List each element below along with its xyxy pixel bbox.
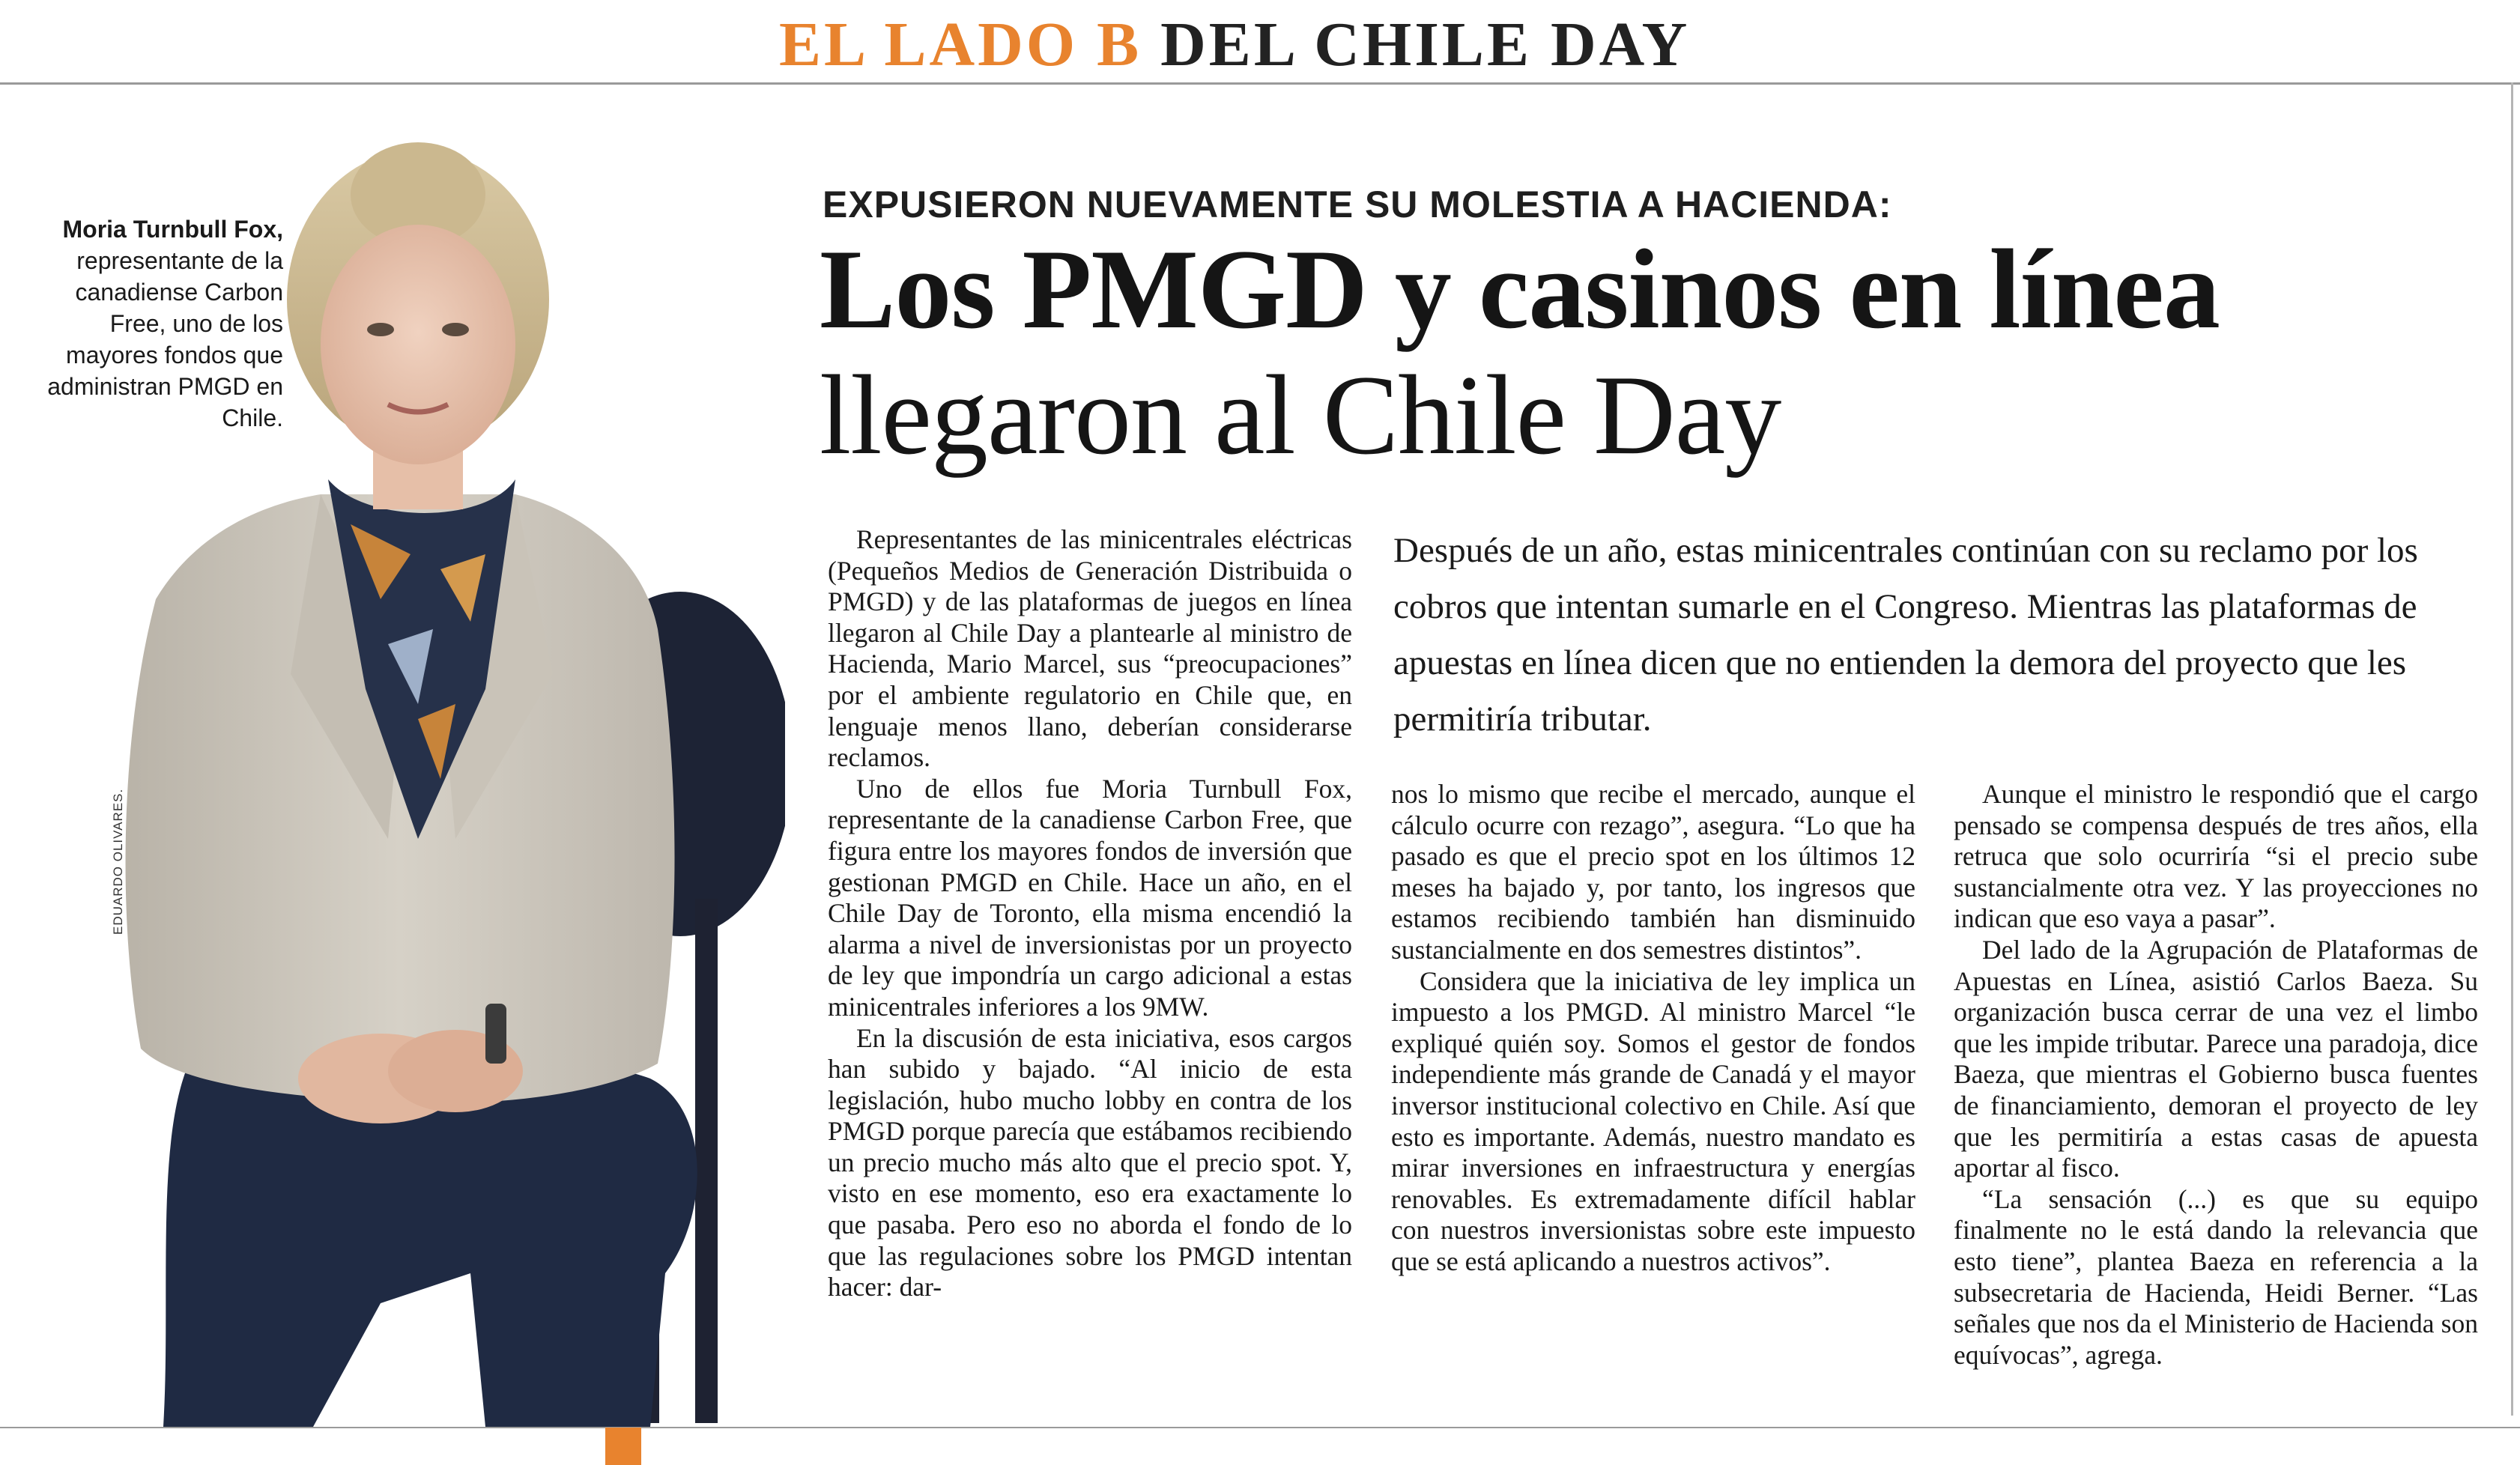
column-1-paragraph-1: Representantes de las minicentrales eléctricas (Pequeños Medios de Generación Distribuida o PMGD) y de las plataformas de juegos en línea llegaron al Chile Day a plantearle al ministro de Hacienda, Mario Marcel, sus “preocupaciones” por el ambiente regulatorio en Chile que, en lenguaje menos llano, deberían considerarse reclamos. — [828, 524, 1352, 773]
footer-rule — [0, 1427, 2520, 1428]
section-title-accent: EL LADO B — [779, 10, 1142, 79]
section-title — [779, 10, 1691, 79]
column-1-paragraph-2: Uno de ellos fue Moria Turnbull Fox, representante de la canadiense Carbon Free, que figura entre los mayores fondos de inversión que gestionan PMGD en Chile. Hace un año, en el Chile Day de Toronto, ella misma encendió la alarma a nivel de inversionistas por un proyecto de ley que impondría un cargo adicional a estas minicentrales inferiores a los 9MW. — [828, 773, 1352, 1022]
article-kicker: EXPUSIERON NUEVAMENTE SU MOLESTIA A HACIENDA: — [823, 183, 1892, 225]
footer-accent-tab — [605, 1428, 641, 1465]
section-title-rest: DEL CHILE DAY — [1160, 10, 1691, 79]
column-2-paragraph-2: Considera que la iniciativa de ley implica un impuesto a los PMGD. Al ministro Marcel “le expliqué quién soy. Somos el gestor de fondos independiente más grande de Canadá y el mayor inversor institucional colectivo en Chile. Así que esto es importante. Además, nuestro mandato es mirar inversiones en infraestructura y energías renovables. Es extremadamente difícil hablar con nuestros inversionistas sobre este impuesto que se está aplicando a nuestros activos”. — [1391, 965, 1915, 1276]
header-rule — [0, 82, 2520, 85]
section-header — [0, 0, 2520, 84]
article-lead — [1393, 523, 2476, 747]
article-column-2 — [1391, 779, 1915, 1278]
column-2-paragraph-1: nos lo mismo que recibe el mercado, aunque el cálculo ocurre con rezago”, asegura. “Lo que ha pasado es que el precio spot en los últimos 12 meses ha bajado y, por tanto, los ingresos que estamos recibiendo también han disminuido sustancialmente en dos semestres distintos”. — [1391, 779, 1915, 965]
headline-line-2: llegaron al Chile Day — [820, 352, 1781, 478]
photo-caption-name: Moria Turnbull Fox, — [62, 216, 283, 243]
column-1-paragraph-3: En la discusión de esta iniciativa, esos cargos han subido y bajado. “Al inicio de esta legislación, hubo mucho lobby en contra de los PMGD porque parecía que estábamos recibiendo un precio mucho más alto que el precio spot. Y, visto en ese momento, eso era exactamente lo que pasaba. Pero eso no aborda el fondo de lo que las regulaciones sobre los PMGD intentan hacer: dar- — [828, 1022, 1352, 1302]
article-column-3 — [1954, 779, 2478, 1371]
column-3-paragraph-1: Aunque el ministro le respondió que el cargo pensado se compensa después de tres años, ella retruca que solo ocurriría “si el precio sube sustancialmente otra vez. Y las proyecciones no indican que eso vaya a pasar”. — [1954, 779, 2478, 934]
column-3-paragraph-2: Del lado de la Agrupación de Plataformas de Apuestas en Línea, asistió Carlos Baeza. Su organización busca cerrar de una vez el limbo que les impide tributar. Parece una paradoja, dice Baeza, que mientras el Gobierno busca fuentes de financiamiento, demoran el proyecto de ley que les permitiría a estas casas de apuesta aportar al fisco. — [1954, 934, 2478, 1183]
photo-credit: EDUARDO OLIVARES. — [111, 788, 125, 935]
right-edge-rule — [2511, 82, 2513, 1416]
column-3-paragraph-3: “La sensación (...) es que su equipo finalmente no le está dando la relevancia que esto tiene”, plantea Baeza en referencia a la subsecretaria de Hacienda, Heidi Berner. “Las señales que nos da el Ministerio de Hacienda son equívocas”, agrega. — [1954, 1183, 2478, 1370]
headline-line-1: Los PMGD y casinos en línea — [820, 226, 2220, 352]
article-column-1 — [828, 524, 1352, 1303]
photo-caption — [45, 213, 283, 434]
lead-paragraph: Después de un año, estas minicentrales continúan con su reclamo por los cobros que intentan sumarle en el Congreso. Mientras las plataformas de apuestas en línea dicen que no entienden la demora del proyecto que les permitiría tributar. — [1393, 531, 2418, 738]
photo-caption-text: representante de la canadiense Carbon Free, uno de los mayores fondos que administran PMGD en Chile. — [47, 247, 283, 431]
